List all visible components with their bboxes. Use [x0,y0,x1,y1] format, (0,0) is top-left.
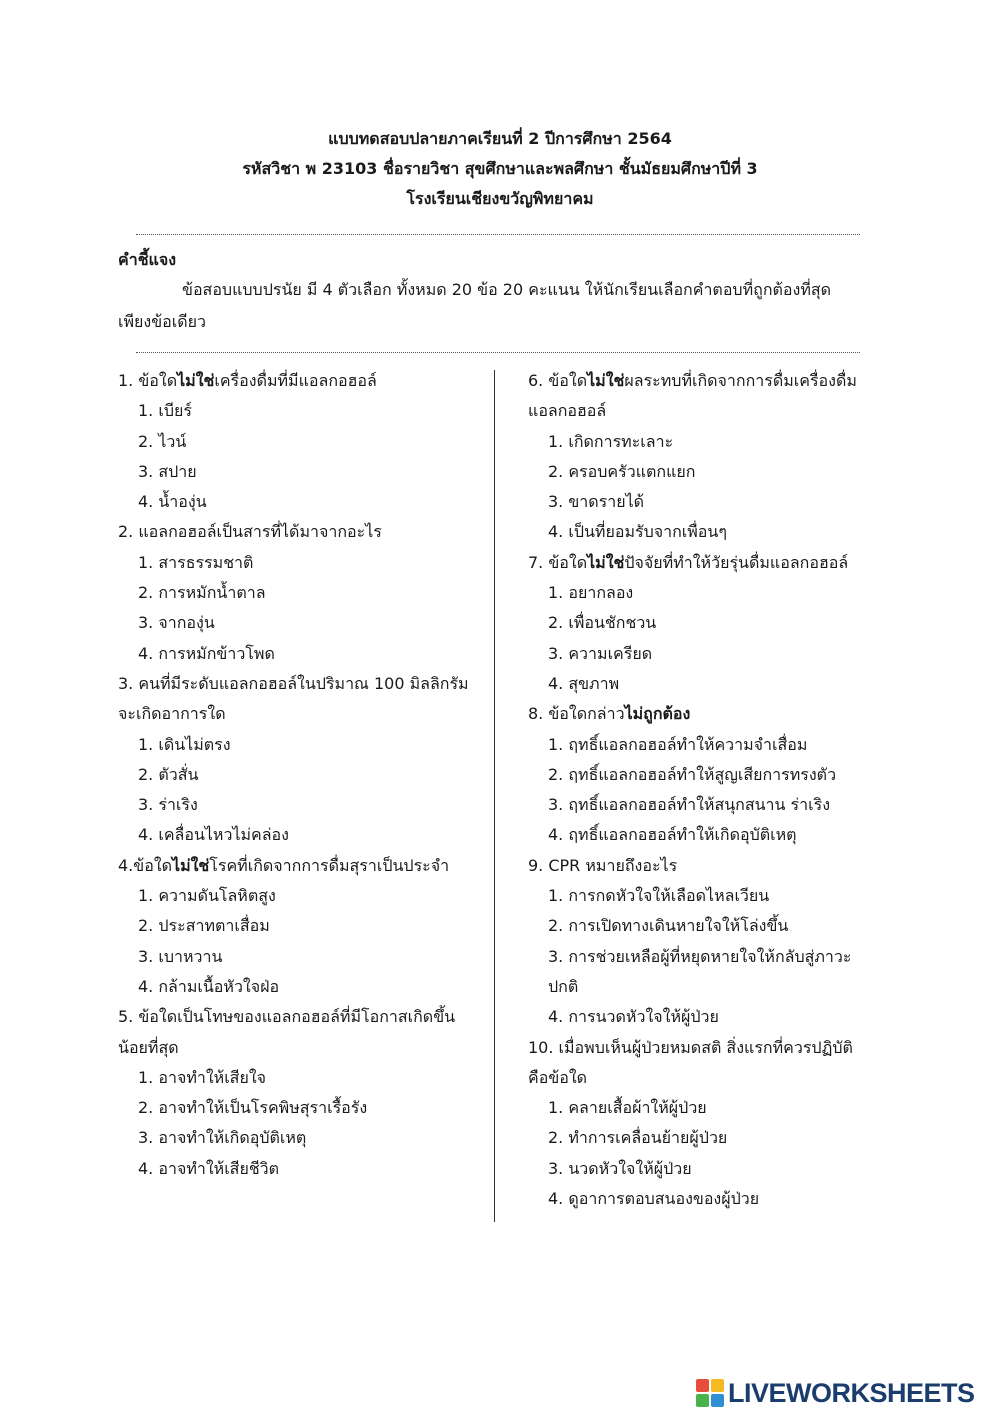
question-text: 4.ข้อใดไม่ใช่โรคที่เกิดจากการดื่มสุราเป็นประจำ [118,855,450,875]
logo-wordmark: LIVEWORKSHEETS [728,1377,975,1408]
answer-option[interactable]: 1. การกดหัวใจให้เลือดไหลเวียน [548,886,770,906]
answer-option[interactable]: 2. การหมักน้ำตาล [138,583,266,603]
answer-option[interactable]: 2. การเปิดทางเดินหายใจให้โล่งขึ้น [548,916,789,936]
exam-title: แบบทดสอบปลายภาคเรียนที่ 2 ปีการศึกษา 2564 [328,129,672,148]
column-divider [494,370,495,1222]
answer-option[interactable]: 4. ฤทธิ์แอลกอฮอล์ทำให้เกิดอุบัติเหตุ [548,825,797,845]
answer-option[interactable]: 3. สปาย [138,461,197,481]
answer-option[interactable]: 3. ฤทธิ์แอลกอฮอล์ทำให้สนุกสนาน ร่าเริง [548,795,830,815]
answer-option[interactable]: 1. เกิดการทะเลาะ [548,431,674,451]
question-text: 6. ข้อใดไม่ใช่ผลระทบที่เกิดจากการดื่มเครื่องดื่มแอลกอฮอล์ [528,371,857,421]
answer-option[interactable]: 4. อาจทำให้เสียชีวิต [138,1158,280,1178]
answer-option[interactable]: 3. จากองุ่น [138,613,215,633]
question-7 [528,548,873,699]
question-1 [118,366,478,517]
question-text: 10. เมื่อพบเห็นผู้ป่วยหมดสติ สิ่งแรกที่ควรปฏิบัติคือข้อใด [528,1037,853,1087]
answer-option[interactable]: 4. การหมักข้าวโพด [138,643,275,663]
answer-option[interactable]: 3. นวดหัวใจให้ผู้ป่วย [548,1158,692,1178]
answer-option[interactable]: 1. อยากลอง [548,583,634,603]
answer-option[interactable]: 4. น้ำองุ่น [138,492,207,512]
answer-option[interactable]: 3. การช่วยเหลือผู้ที่หยุดหายใจให้กลับสู่ภาวะปกติ [548,946,852,996]
right-column [528,366,873,1214]
exam-header [0,124,1000,214]
question-text: 3. คนที่มีระดับแอลกอฮอล์ในปริมาณ 100 มิลลิกรัมจะเกิดอาการใด [118,673,469,724]
question-text: 9. CPR หมายถึงอะไร [528,855,678,875]
answer-option[interactable]: 3. ขาดรายได้ [548,492,645,512]
answer-option[interactable]: 2. ประสาทตาเสื่อม [138,916,270,936]
question-4 [118,851,478,1002]
answer-option[interactable]: 2. ทำการเคลื่อนย้ายผู้ป่วย [548,1128,728,1148]
dotted-divider-bottom [136,352,860,353]
question-text: 8. ข้อใดกล่าวไม่ถูกต้อง [528,704,691,724]
answer-option[interactable]: 4. ดูอาการตอบสนองของผู้ป่วย [548,1189,760,1209]
answer-option[interactable]: 1. อาจทำให้เสียใจ [138,1067,267,1087]
answer-option[interactable]: 4. การนวดหัวใจให้ผู้ป่วย [548,1007,719,1027]
answer-option[interactable]: 2. ตัวสั่น [138,764,199,784]
answer-option[interactable]: 1. สารธรรมชาติ [138,552,254,572]
answer-option[interactable]: 2. ไวน์ [138,431,187,451]
answer-option[interactable]: 2. ครอบครัวแตกแยก [548,461,696,481]
question-10 [528,1033,873,1215]
answer-option[interactable]: 4. สุขภาพ [548,673,620,693]
answer-option[interactable]: 1. ความดันโลหิตสูง [138,886,276,906]
question-text: 7. ข้อใดไม่ใช่ปัจจัยที่ทำให้วัยรุ่นดื่มแอลกอฮอล์ [528,552,849,572]
subject-line: รหัสวิชา พ 23103 ชื่อรายวิชา สุขศึกษาและพลศึกษา ชั้นมัธยมศึกษาปีที่ 3 [242,159,758,178]
question-9 [528,851,873,1033]
answer-option[interactable]: 3. เบาหวาน [138,946,223,966]
answer-option[interactable]: 3. ร่าเริง [138,795,198,815]
school-name: โรงเรียนเชียงขวัญพิทยาคม [406,189,594,208]
answer-option[interactable]: 1. เบียร์ [138,401,192,421]
answer-option[interactable]: 2. ฤทธิ์แอลกอฮอล์ทำให้สูญเสียการทรงตัว [548,764,837,784]
answer-option[interactable]: 1. เดินไม่ตรง [138,734,231,754]
question-2 [118,517,478,668]
answer-option[interactable]: 2. อาจทำให้เป็นโรคพิษสุราเรื้อรัง [138,1098,368,1118]
answer-option[interactable]: 3. ความเครียด [548,643,653,663]
instructions-title: คำชี้แจง [118,250,177,269]
answer-option[interactable]: 4. เคลื่อนไหวไม่คล่อง [138,825,289,845]
dotted-divider-top [136,234,860,235]
question-5 [118,1002,478,1184]
answer-option[interactable]: 3. อาจทำให้เกิดอุบัติเหตุ [138,1128,307,1148]
question-3 [118,669,478,851]
question-6 [528,366,873,548]
question-text: 5. ข้อใดเป็นโทษของแอลกอฮอล์ที่มีโอกาสเกิดขึ้นน้อยที่สุด [118,1007,456,1057]
answer-option[interactable]: 4. เป็นที่ยอมรับจากเพื่อนๆ [548,522,727,542]
answer-option[interactable]: 4. กล้ามเนื้อหัวใจฝ่อ [138,976,280,996]
answer-option[interactable]: 2. เพื่อนชักชวน [548,613,657,633]
question-text: 1. ข้อใดไม่ใช่เครื่องดื่มที่มีแอลกอฮอล์ [118,371,377,390]
answer-option[interactable]: 1. ฤทธิ์แอลกอฮอล์ทำให้ความจำเสื่อม [548,734,808,754]
instructions-text: ข้อสอบแบบปรนัย มี 4 ตัวเลือก ทั้งหมด 20 ข้อ 20 คะแนน ให้นักเรียนเลือกคำตอบที่ถูกต้องที่สุดเพียงข้อเดียว [118,280,832,331]
logo-mark-icon [696,1379,724,1407]
question-text: 2. แอลกอฮอล์เป็นสารที่ได้มาจากอะไร [118,522,382,542]
left-column [118,366,478,1184]
answer-option[interactable]: 1. คลายเสื้อผ้าให้ผู้ป่วย [548,1098,707,1118]
question-8 [528,699,873,850]
liveworksheets-logo [696,1378,975,1408]
